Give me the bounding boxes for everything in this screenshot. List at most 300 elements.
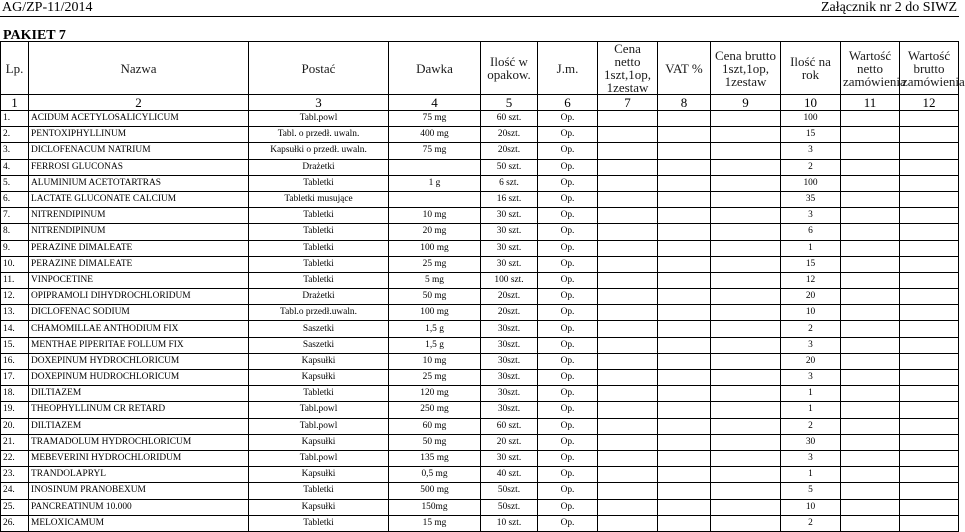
row-pack: 30szt.: [481, 370, 538, 386]
row-lp: 17.: [1, 370, 29, 386]
row-unit: Op.: [538, 159, 598, 175]
row-pack: 30szt.: [481, 321, 538, 337]
row-gross-value: [900, 159, 959, 175]
row-dose: 5 mg: [389, 272, 481, 288]
row-unit: Op.: [538, 289, 598, 305]
column-number: 8: [658, 95, 711, 111]
row-gross-value: [900, 305, 959, 321]
row-gross-price: [711, 483, 781, 499]
row-net-value: [841, 272, 900, 288]
row-gross-value: [900, 240, 959, 256]
row-form: Tabletki: [249, 175, 389, 191]
table-row: [1, 321, 959, 337]
row-net-value: [841, 208, 900, 224]
row-pack: 20szt.: [481, 127, 538, 143]
column-number: 3: [249, 95, 389, 111]
row-lp: 18.: [1, 386, 29, 402]
row-lp: 22.: [1, 450, 29, 466]
row-vat: [658, 467, 711, 483]
row-annual-qty: 20: [781, 289, 841, 305]
row-lp: 1.: [1, 111, 29, 127]
row-vat: [658, 127, 711, 143]
row-net-price: [598, 111, 658, 127]
column-number: 5: [481, 95, 538, 111]
row-gross-price: [711, 353, 781, 369]
table-row: [1, 418, 959, 434]
row-gross-price: [711, 321, 781, 337]
row-lp: 14.: [1, 321, 29, 337]
table-row: [1, 370, 959, 386]
row-gross-price: [711, 337, 781, 353]
column-number: 6: [538, 95, 598, 111]
row-net-price: [598, 305, 658, 321]
row-gross-value: [900, 289, 959, 305]
row-name: PERAZINE DIMALEATE: [29, 240, 249, 256]
table-row: [1, 143, 959, 159]
row-vat: [658, 386, 711, 402]
row-form: Tabl.o przedł.uwaln.: [249, 305, 389, 321]
row-net-value: [841, 337, 900, 353]
row-gross-price: [711, 224, 781, 240]
row-lp: 5.: [1, 175, 29, 191]
row-vat: [658, 515, 711, 531]
row-pack: 50 szt.: [481, 159, 538, 175]
row-form: Kapsułki o przedł. uwaln.: [249, 143, 389, 159]
column-number: 10: [781, 95, 841, 111]
row-annual-qty: 20: [781, 353, 841, 369]
row-pack: 30 szt.: [481, 208, 538, 224]
row-unit: Op.: [538, 305, 598, 321]
row-dose: 1 g: [389, 175, 481, 191]
row-annual-qty: 3: [781, 337, 841, 353]
row-gross-price: [711, 256, 781, 272]
row-net-price: [598, 224, 658, 240]
table-row: [1, 337, 959, 353]
row-vat: [658, 483, 711, 499]
row-net-price: [598, 515, 658, 531]
row-net-value: [841, 499, 900, 515]
row-net-price: [598, 208, 658, 224]
row-pack: 30szt.: [481, 337, 538, 353]
row-dose: 500 mg: [389, 483, 481, 499]
row-lp: 12.: [1, 289, 29, 305]
row-net-price: [598, 370, 658, 386]
row-name: LACTATE GLUCONATE CALCIUM: [29, 191, 249, 207]
row-annual-qty: 12: [781, 272, 841, 288]
row-vat: [658, 143, 711, 159]
column-number: 11: [841, 95, 900, 111]
row-pack: 30 szt.: [481, 224, 538, 240]
row-gross-value: [900, 418, 959, 434]
col-header-dose: Dawka: [389, 42, 481, 95]
row-gross-price: [711, 418, 781, 434]
row-gross-price: [711, 159, 781, 175]
row-lp: 8.: [1, 224, 29, 240]
table-row: [1, 272, 959, 288]
row-net-price: [598, 127, 658, 143]
row-annual-qty: 30: [781, 434, 841, 450]
row-vat: [658, 305, 711, 321]
row-gross-price: [711, 305, 781, 321]
row-gross-price: [711, 434, 781, 450]
column-number: 7: [598, 95, 658, 111]
row-lp: 15.: [1, 337, 29, 353]
row-annual-qty: 3: [781, 450, 841, 466]
row-annual-qty: 3: [781, 143, 841, 159]
row-name: FERROSI GLUCONAS: [29, 159, 249, 175]
row-gross-value: [900, 321, 959, 337]
row-annual-qty: 15: [781, 127, 841, 143]
col-header-gross-value: Wartość brutto zamówienia: [900, 42, 959, 95]
row-form: Tabletki: [249, 224, 389, 240]
row-gross-value: [900, 370, 959, 386]
row-name: MENTHAE PIPERITAE FOLLUM FIX: [29, 337, 249, 353]
col-header-annual-qty: Ilość na rok: [781, 42, 841, 95]
row-vat: [658, 224, 711, 240]
row-vat: [658, 208, 711, 224]
row-unit: Op.: [538, 321, 598, 337]
row-dose: 10 mg: [389, 208, 481, 224]
table-row: [1, 191, 959, 207]
row-net-value: [841, 386, 900, 402]
row-net-price: [598, 483, 658, 499]
row-unit: Op.: [538, 402, 598, 418]
header-divider: [0, 16, 959, 17]
row-unit: Op.: [538, 467, 598, 483]
row-gross-price: [711, 143, 781, 159]
col-header-unit: J.m.: [538, 42, 598, 95]
row-net-price: [598, 289, 658, 305]
row-unit: Op.: [538, 337, 598, 353]
row-net-value: [841, 450, 900, 466]
row-net-value: [841, 370, 900, 386]
row-net-value: [841, 353, 900, 369]
row-lp: 3.: [1, 143, 29, 159]
row-gross-price: [711, 289, 781, 305]
row-vat: [658, 402, 711, 418]
row-pack: 30 szt.: [481, 450, 538, 466]
row-lp: 26.: [1, 515, 29, 531]
row-net-price: [598, 450, 658, 466]
row-gross-value: [900, 191, 959, 207]
row-net-value: [841, 191, 900, 207]
row-name: NITRENDIPINUM: [29, 224, 249, 240]
row-net-price: [598, 386, 658, 402]
row-form: Tabl.powl: [249, 402, 389, 418]
row-net-price: [598, 240, 658, 256]
row-name: TRAMADOLUM HYDROCHLORICUM: [29, 434, 249, 450]
row-gross-price: [711, 191, 781, 207]
col-header-pack: Ilość w opakow.: [481, 42, 538, 95]
row-form: Tabletki: [249, 386, 389, 402]
header-row: [1, 42, 959, 95]
column-number: 9: [711, 95, 781, 111]
row-gross-price: [711, 240, 781, 256]
row-unit: Op.: [538, 370, 598, 386]
row-annual-qty: 3: [781, 208, 841, 224]
row-net-value: [841, 467, 900, 483]
row-dose: 100 mg: [389, 240, 481, 256]
row-form: Drażetki: [249, 289, 389, 305]
table-row: [1, 256, 959, 272]
row-gross-value: [900, 402, 959, 418]
col-header-net-price: Cena netto 1szt,1op, 1zestaw: [598, 42, 658, 95]
row-form: Tabl.powl: [249, 418, 389, 434]
row-gross-price: [711, 499, 781, 515]
table-row: [1, 467, 959, 483]
row-unit: Op.: [538, 483, 598, 499]
row-name: PERAZINE DIMALEATE: [29, 256, 249, 272]
row-unit: Op.: [538, 208, 598, 224]
row-annual-qty: 10: [781, 499, 841, 515]
table-row: [1, 450, 959, 466]
row-form: Tabletki: [249, 483, 389, 499]
row-gross-price: [711, 111, 781, 127]
row-gross-value: [900, 483, 959, 499]
row-lp: 13.: [1, 305, 29, 321]
row-gross-value: [900, 175, 959, 191]
table-row: [1, 353, 959, 369]
row-gross-price: [711, 467, 781, 483]
row-vat: [658, 499, 711, 515]
table-row: [1, 515, 959, 531]
row-gross-value: [900, 434, 959, 450]
row-name: ALUMINIUM ACETOTARTRAS: [29, 175, 249, 191]
row-net-price: [598, 159, 658, 175]
row-name: ACIDUM ACETYLOSALICYLICUM: [29, 111, 249, 127]
row-net-value: [841, 111, 900, 127]
row-gross-value: [900, 337, 959, 353]
row-lp: 23.: [1, 467, 29, 483]
table-row: [1, 175, 959, 191]
row-unit: Op.: [538, 256, 598, 272]
row-form: Tabl. o przedł. uwaln.: [249, 127, 389, 143]
row-lp: 25.: [1, 499, 29, 515]
row-vat: [658, 450, 711, 466]
row-gross-price: [711, 272, 781, 288]
column-number: 2: [29, 95, 249, 111]
row-vat: [658, 337, 711, 353]
row-dose: 1,5 g: [389, 321, 481, 337]
row-net-price: [598, 272, 658, 288]
row-dose: 50 mg: [389, 434, 481, 450]
row-net-value: [841, 321, 900, 337]
col-header-name: Nazwa: [29, 42, 249, 95]
row-form: Kapsułki: [249, 353, 389, 369]
row-dose: 150mg: [389, 499, 481, 515]
row-dose: [389, 159, 481, 175]
row-name: DILTIAZEM: [29, 386, 249, 402]
row-pack: 30szt.: [481, 353, 538, 369]
row-net-value: [841, 224, 900, 240]
row-pack: 40 szt.: [481, 467, 538, 483]
table-row: [1, 240, 959, 256]
row-lp: 10.: [1, 256, 29, 272]
row-annual-qty: 5: [781, 483, 841, 499]
row-net-value: [841, 483, 900, 499]
row-gross-value: [900, 515, 959, 531]
row-pack: 30 szt.: [481, 240, 538, 256]
row-name: CHAMOMILLAE ANTHODIUM FIX: [29, 321, 249, 337]
row-form: Kapsułki: [249, 467, 389, 483]
row-unit: Op.: [538, 111, 598, 127]
row-unit: Op.: [538, 240, 598, 256]
row-lp: 7.: [1, 208, 29, 224]
table-row: [1, 208, 959, 224]
row-pack: 20 szt.: [481, 434, 538, 450]
row-gross-price: [711, 127, 781, 143]
row-name: INOSINUM PRANOBEXUM: [29, 483, 249, 499]
row-dose: 0,5 mg: [389, 467, 481, 483]
row-gross-value: [900, 256, 959, 272]
row-gross-price: [711, 370, 781, 386]
row-net-price: [598, 337, 658, 353]
row-net-price: [598, 434, 658, 450]
row-vat: [658, 370, 711, 386]
row-dose: 25 mg: [389, 370, 481, 386]
row-annual-qty: 1: [781, 240, 841, 256]
row-unit: Op.: [538, 450, 598, 466]
row-form: Saszetki: [249, 321, 389, 337]
row-unit: Op.: [538, 272, 598, 288]
row-unit: Op.: [538, 499, 598, 515]
row-vat: [658, 434, 711, 450]
row-vat: [658, 353, 711, 369]
row-unit: Op.: [538, 386, 598, 402]
row-net-value: [841, 305, 900, 321]
row-form: Tabletki: [249, 256, 389, 272]
column-number-row: [1, 95, 959, 111]
row-name: THEOPHYLLINUM CR RETARD: [29, 402, 249, 418]
row-form: Drażetki: [249, 159, 389, 175]
row-net-price: [598, 499, 658, 515]
row-name: TRANDOLAPRYL: [29, 467, 249, 483]
row-name: DICLOFENACUM NATRIUM: [29, 143, 249, 159]
row-gross-value: [900, 224, 959, 240]
row-pack: 50szt.: [481, 483, 538, 499]
row-net-price: [598, 191, 658, 207]
row-pack: 60 szt.: [481, 111, 538, 127]
row-gross-price: [711, 386, 781, 402]
row-gross-value: [900, 450, 959, 466]
row-vat: [658, 111, 711, 127]
row-name: DOXEPINUM HUDROCHLORICUM: [29, 370, 249, 386]
row-vat: [658, 272, 711, 288]
row-pack: 60 szt.: [481, 418, 538, 434]
row-dose: 50 mg: [389, 289, 481, 305]
row-net-price: [598, 143, 658, 159]
row-dose: 60 mg: [389, 418, 481, 434]
row-dose: 75 mg: [389, 143, 481, 159]
row-net-value: [841, 127, 900, 143]
row-name: PANCREATINUM 10.000: [29, 499, 249, 515]
col-header-net-value: Wartość netto zamówienia: [841, 42, 900, 95]
row-gross-value: [900, 127, 959, 143]
row-gross-value: [900, 499, 959, 515]
row-name: DOXEPINUM HYDROCHLORICUM: [29, 353, 249, 369]
row-unit: Op.: [538, 353, 598, 369]
row-annual-qty: 6: [781, 224, 841, 240]
row-gross-value: [900, 143, 959, 159]
row-form: Kapsułki: [249, 370, 389, 386]
row-form: Saszetki: [249, 337, 389, 353]
row-lp: 24.: [1, 483, 29, 499]
row-form: Tabletki musujące: [249, 191, 389, 207]
row-unit: Op.: [538, 515, 598, 531]
row-dose: 400 mg: [389, 127, 481, 143]
row-vat: [658, 240, 711, 256]
document-reference: AG/ZP-11/2014: [2, 0, 93, 15]
col-header-lp: Lp.: [1, 42, 29, 95]
table-row: [1, 127, 959, 143]
column-number: 4: [389, 95, 481, 111]
row-dose: 100 mg: [389, 305, 481, 321]
col-header-vat: VAT %: [658, 42, 711, 95]
row-net-value: [841, 515, 900, 531]
row-net-price: [598, 321, 658, 337]
row-net-value: [841, 240, 900, 256]
row-annual-qty: 10: [781, 305, 841, 321]
row-pack: 20szt.: [481, 305, 538, 321]
row-net-value: [841, 402, 900, 418]
col-header-form: Postać: [249, 42, 389, 95]
row-vat: [658, 175, 711, 191]
row-gross-value: [900, 386, 959, 402]
row-annual-qty: 2: [781, 159, 841, 175]
row-annual-qty: 1: [781, 467, 841, 483]
row-net-value: [841, 175, 900, 191]
row-annual-qty: 15: [781, 256, 841, 272]
row-form: Tabletki: [249, 240, 389, 256]
row-net-price: [598, 418, 658, 434]
row-annual-qty: 2: [781, 321, 841, 337]
row-gross-value: [900, 272, 959, 288]
row-annual-qty: 35: [781, 191, 841, 207]
row-annual-qty: 1: [781, 402, 841, 418]
row-pack: 16 szt.: [481, 191, 538, 207]
row-vat: [658, 289, 711, 305]
row-unit: Op.: [538, 224, 598, 240]
row-dose: [389, 191, 481, 207]
row-annual-qty: 2: [781, 418, 841, 434]
table-row: [1, 402, 959, 418]
row-annual-qty: 100: [781, 175, 841, 191]
package-title: PAKIET 7: [3, 28, 66, 43]
row-unit: Op.: [538, 434, 598, 450]
row-vat: [658, 191, 711, 207]
row-name: PENTOXIPHYLLINUM: [29, 127, 249, 143]
row-dose: 25 mg: [389, 256, 481, 272]
row-vat: [658, 159, 711, 175]
row-gross-price: [711, 450, 781, 466]
row-dose: 10 mg: [389, 353, 481, 369]
row-form: Kapsułki: [249, 499, 389, 515]
row-name: NITRENDIPINUM: [29, 208, 249, 224]
row-pack: 30szt.: [481, 386, 538, 402]
row-unit: Op.: [538, 143, 598, 159]
table-row: [1, 386, 959, 402]
column-number: 1: [1, 95, 29, 111]
row-net-value: [841, 256, 900, 272]
row-vat: [658, 418, 711, 434]
row-dose: 1,5 g: [389, 337, 481, 353]
row-dose: 75 mg: [389, 111, 481, 127]
table-row: [1, 111, 959, 127]
row-pack: 6 szt.: [481, 175, 538, 191]
row-dose: 250 mg: [389, 402, 481, 418]
row-net-price: [598, 256, 658, 272]
row-gross-value: [900, 467, 959, 483]
